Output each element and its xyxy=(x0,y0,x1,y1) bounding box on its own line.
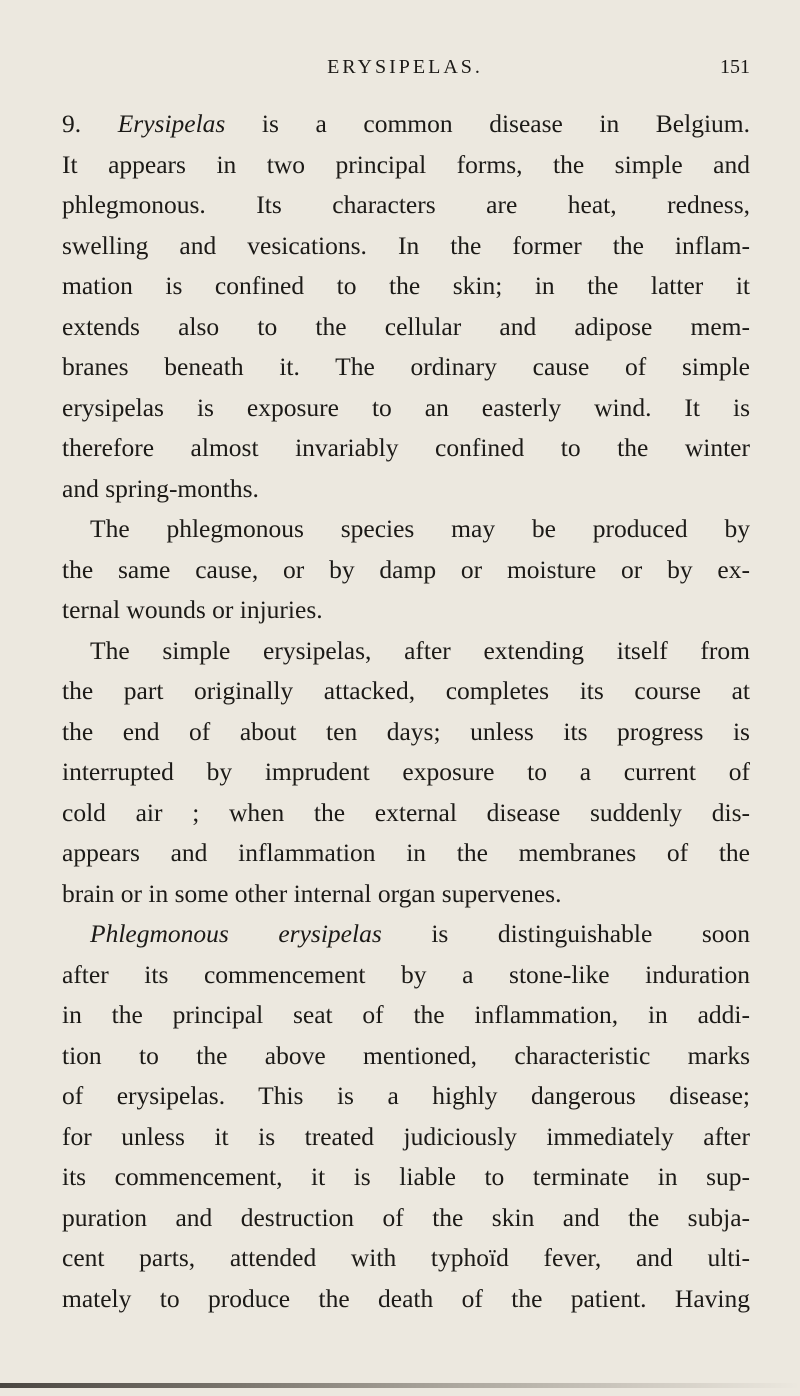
body-text xyxy=(62,104,750,1319)
text-line: Phlegmonous erysipelas is distinguishable soon xyxy=(90,919,750,948)
text-line: tion to the above mentioned, characteristic marks xyxy=(62,1040,750,1070)
text-line: 9. Erysipelas is a common disease in Belgium. xyxy=(62,109,751,138)
text-line: mation is confined to the skin; in the latter it xyxy=(62,271,750,300)
running-title: ERYSIPELAS. xyxy=(327,56,483,78)
text-line: cent parts, attended with typhoïd fever, and ulti- xyxy=(62,1243,750,1272)
text-line: the end of about ten days; unless its progress is xyxy=(62,716,750,746)
text-line: branes beneath it. The ordinary cause of simple xyxy=(62,352,750,381)
text-line: erysipelas is exposure to an easterly wind. It is xyxy=(62,392,750,422)
text-line: the same cause, or by damp or moisture or by ex- xyxy=(62,554,750,584)
running-head xyxy=(60,56,750,86)
text-line: in the principal seat of the inflammation, in addi- xyxy=(62,1000,750,1029)
text-line: interrupted by imprudent exposure to a current of xyxy=(62,757,750,786)
text-line: swelling and vesications. In the former the inflam- xyxy=(62,230,750,260)
text-line: of erysipelas. This is a highly dangerous disease; xyxy=(62,1081,750,1110)
text-line: after its commencement by a stone-like induration xyxy=(62,959,750,989)
text-line: The phlegmonous species may be produced by xyxy=(90,514,750,543)
italic-term: Phlegmonous erysipelas xyxy=(90,919,382,948)
text-line: brain or in some other internal organ supervenes. xyxy=(62,878,562,908)
text-line: cold air ; when the external disease suddenly dis- xyxy=(62,797,750,827)
text-line: the part originally attacked, completes its course at xyxy=(62,676,750,705)
text-line: appears and inflammation in the membranes of the xyxy=(62,838,750,867)
text-line: and spring-months. xyxy=(62,473,259,503)
text-line: It appears in two principal forms, the simple and xyxy=(62,149,750,179)
text-line: therefore almost invariably confined to the winter xyxy=(62,433,750,462)
text-line: phlegmonous. Its characters are heat, redness, xyxy=(62,190,750,219)
text-line: mately to produce the death of the patient. Having xyxy=(62,1283,750,1313)
page-bottom-edge xyxy=(0,1383,800,1388)
text-line: its commencement, it is liable to terminate in sup- xyxy=(62,1162,750,1191)
text-line: ternal wounds or injuries. xyxy=(62,595,323,624)
text-line: The simple erysipelas, after extending itself from xyxy=(90,635,750,665)
paragraph xyxy=(62,631,750,915)
page-number: 151 xyxy=(720,56,750,78)
italic-term: Erysipelas xyxy=(117,109,226,138)
paragraph xyxy=(62,509,750,631)
text-line: for unless it is treated judiciously immediately after xyxy=(62,1121,750,1151)
text-line: puration and destruction of the skin and the subja- xyxy=(62,1202,750,1232)
paragraph xyxy=(62,104,750,509)
text-line: extends also to the cellular and adipose mem- xyxy=(62,311,750,341)
paragraph xyxy=(62,914,750,1319)
